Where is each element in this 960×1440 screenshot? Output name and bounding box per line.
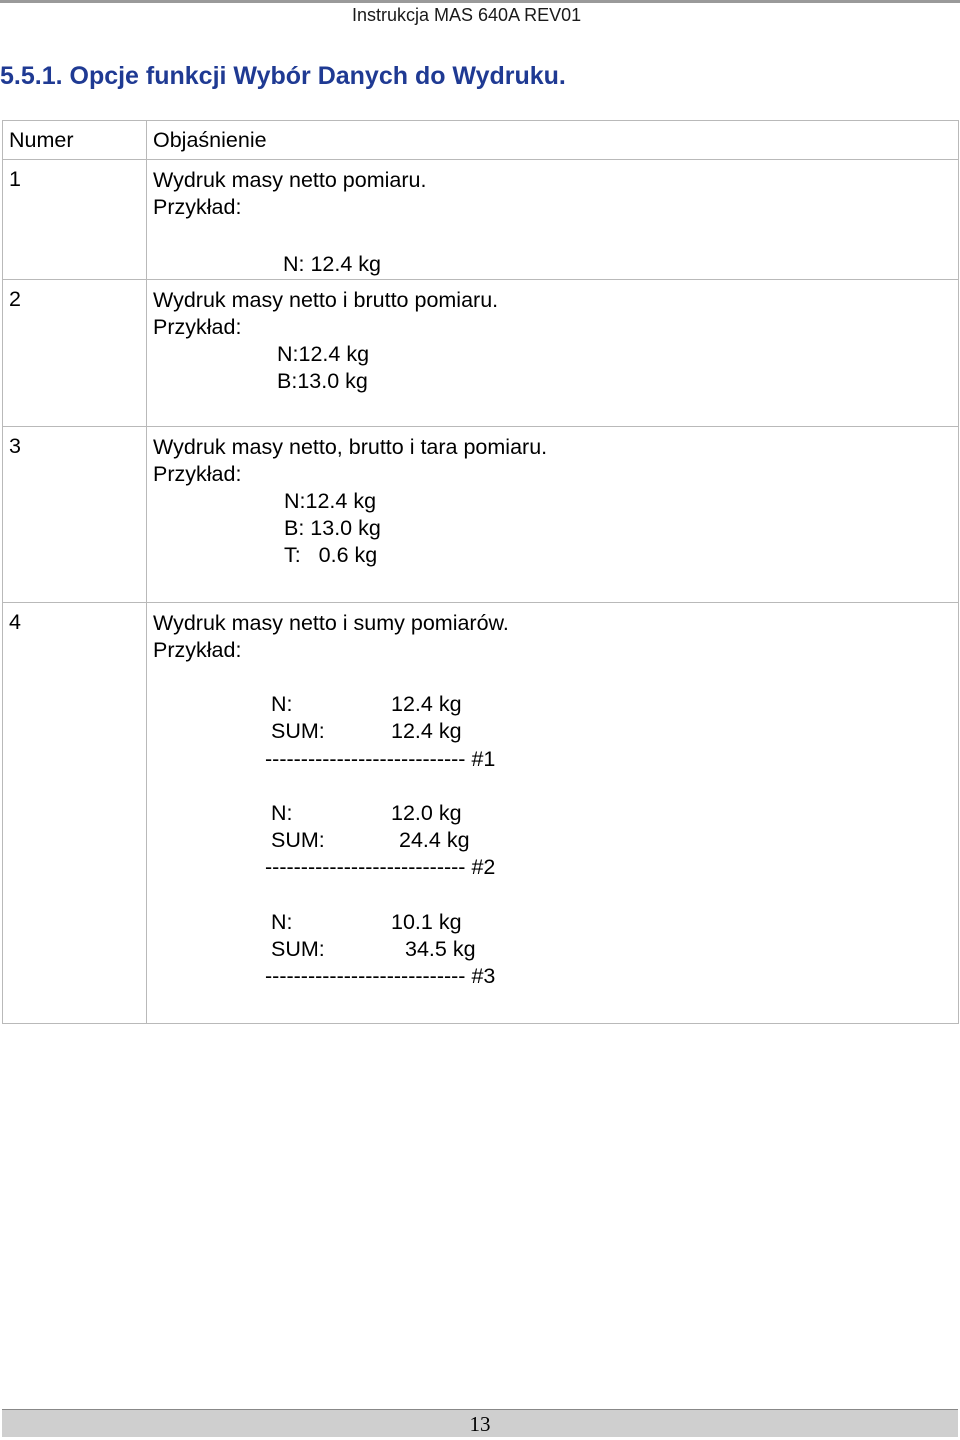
- sum-label: SUM:: [271, 828, 325, 853]
- separator-line: ---------------------------- #3: [265, 964, 496, 989]
- sum-label: SUM:: [271, 719, 325, 744]
- example-line: B:13.0 kg: [277, 369, 368, 393]
- row-description-cell: [147, 603, 959, 1024]
- separator-line: ---------------------------- #2: [265, 855, 496, 880]
- separator-line: ---------------------------- #1: [265, 746, 496, 771]
- n-value: 10.1 kg: [391, 909, 462, 934]
- row-description-cell: [147, 280, 959, 427]
- row-number: 2: [3, 280, 147, 427]
- example-label: Przykład:: [153, 638, 242, 662]
- example-line: N:12.4 kg: [277, 342, 370, 366]
- example-label: Przykład:: [153, 462, 242, 486]
- options-table: [2, 120, 959, 1024]
- page-footer: [2, 1409, 958, 1437]
- example-n-line: [153, 909, 958, 936]
- example-line: N: 12.4 kg: [283, 252, 381, 276]
- page-number: 13: [469, 1412, 491, 1436]
- example-line: B: 13.0 kg: [284, 516, 381, 540]
- section-title: 5.5.1. Opcje funkcji Wybór Danych do Wydruku.: [0, 62, 566, 90]
- row-description-cell: [147, 160, 959, 280]
- document-title: Instrukcja MAS 640A REV01: [352, 5, 582, 25]
- row-description: Wydruk masy netto pomiaru.: [153, 168, 427, 192]
- n-label: N:: [271, 909, 293, 934]
- table-row: [3, 280, 959, 427]
- n-label: N:: [271, 800, 293, 825]
- table-row: [3, 603, 959, 1024]
- column-header-number: Numer: [3, 121, 147, 160]
- example-sum-line: [153, 827, 958, 854]
- row-description-cell: [147, 427, 959, 603]
- example-sum-line: [153, 936, 958, 963]
- example-sum-line: [153, 718, 958, 745]
- sum-value: 12.4 kg: [391, 719, 462, 744]
- sum-value: 24.4 kg: [399, 828, 470, 853]
- example-n-line: [153, 691, 958, 718]
- sum-label: SUM:: [271, 937, 325, 962]
- row-number: 1: [3, 160, 147, 280]
- row-number: 4: [3, 603, 147, 1024]
- n-label: N:: [271, 692, 293, 716]
- row-description: Wydruk masy netto i sumy pomiarów.: [153, 611, 509, 635]
- header-rule: [0, 0, 960, 3]
- n-value: 12.0 kg: [391, 800, 462, 825]
- table-row: [3, 160, 959, 280]
- example-line: N:12.4 kg: [284, 489, 377, 513]
- example-label: Przykład:: [153, 195, 242, 219]
- example-line: T: 0.6 kg: [284, 543, 378, 567]
- page-header: [0, 0, 960, 31]
- row-number: 3: [3, 427, 147, 603]
- row-description: Wydruk masy netto, brutto i tara pomiaru.: [153, 435, 548, 459]
- example-label: Przykład:: [153, 315, 242, 339]
- table-header-row: [3, 121, 959, 160]
- n-value: 12.4 kg: [391, 692, 462, 716]
- column-header-description: Objaśnienie: [147, 121, 959, 160]
- table-row: [3, 427, 959, 603]
- row-description: Wydruk masy netto i brutto pomiaru.: [153, 288, 499, 312]
- sum-value: 34.5 kg: [405, 937, 476, 962]
- example-n-line: [153, 800, 958, 827]
